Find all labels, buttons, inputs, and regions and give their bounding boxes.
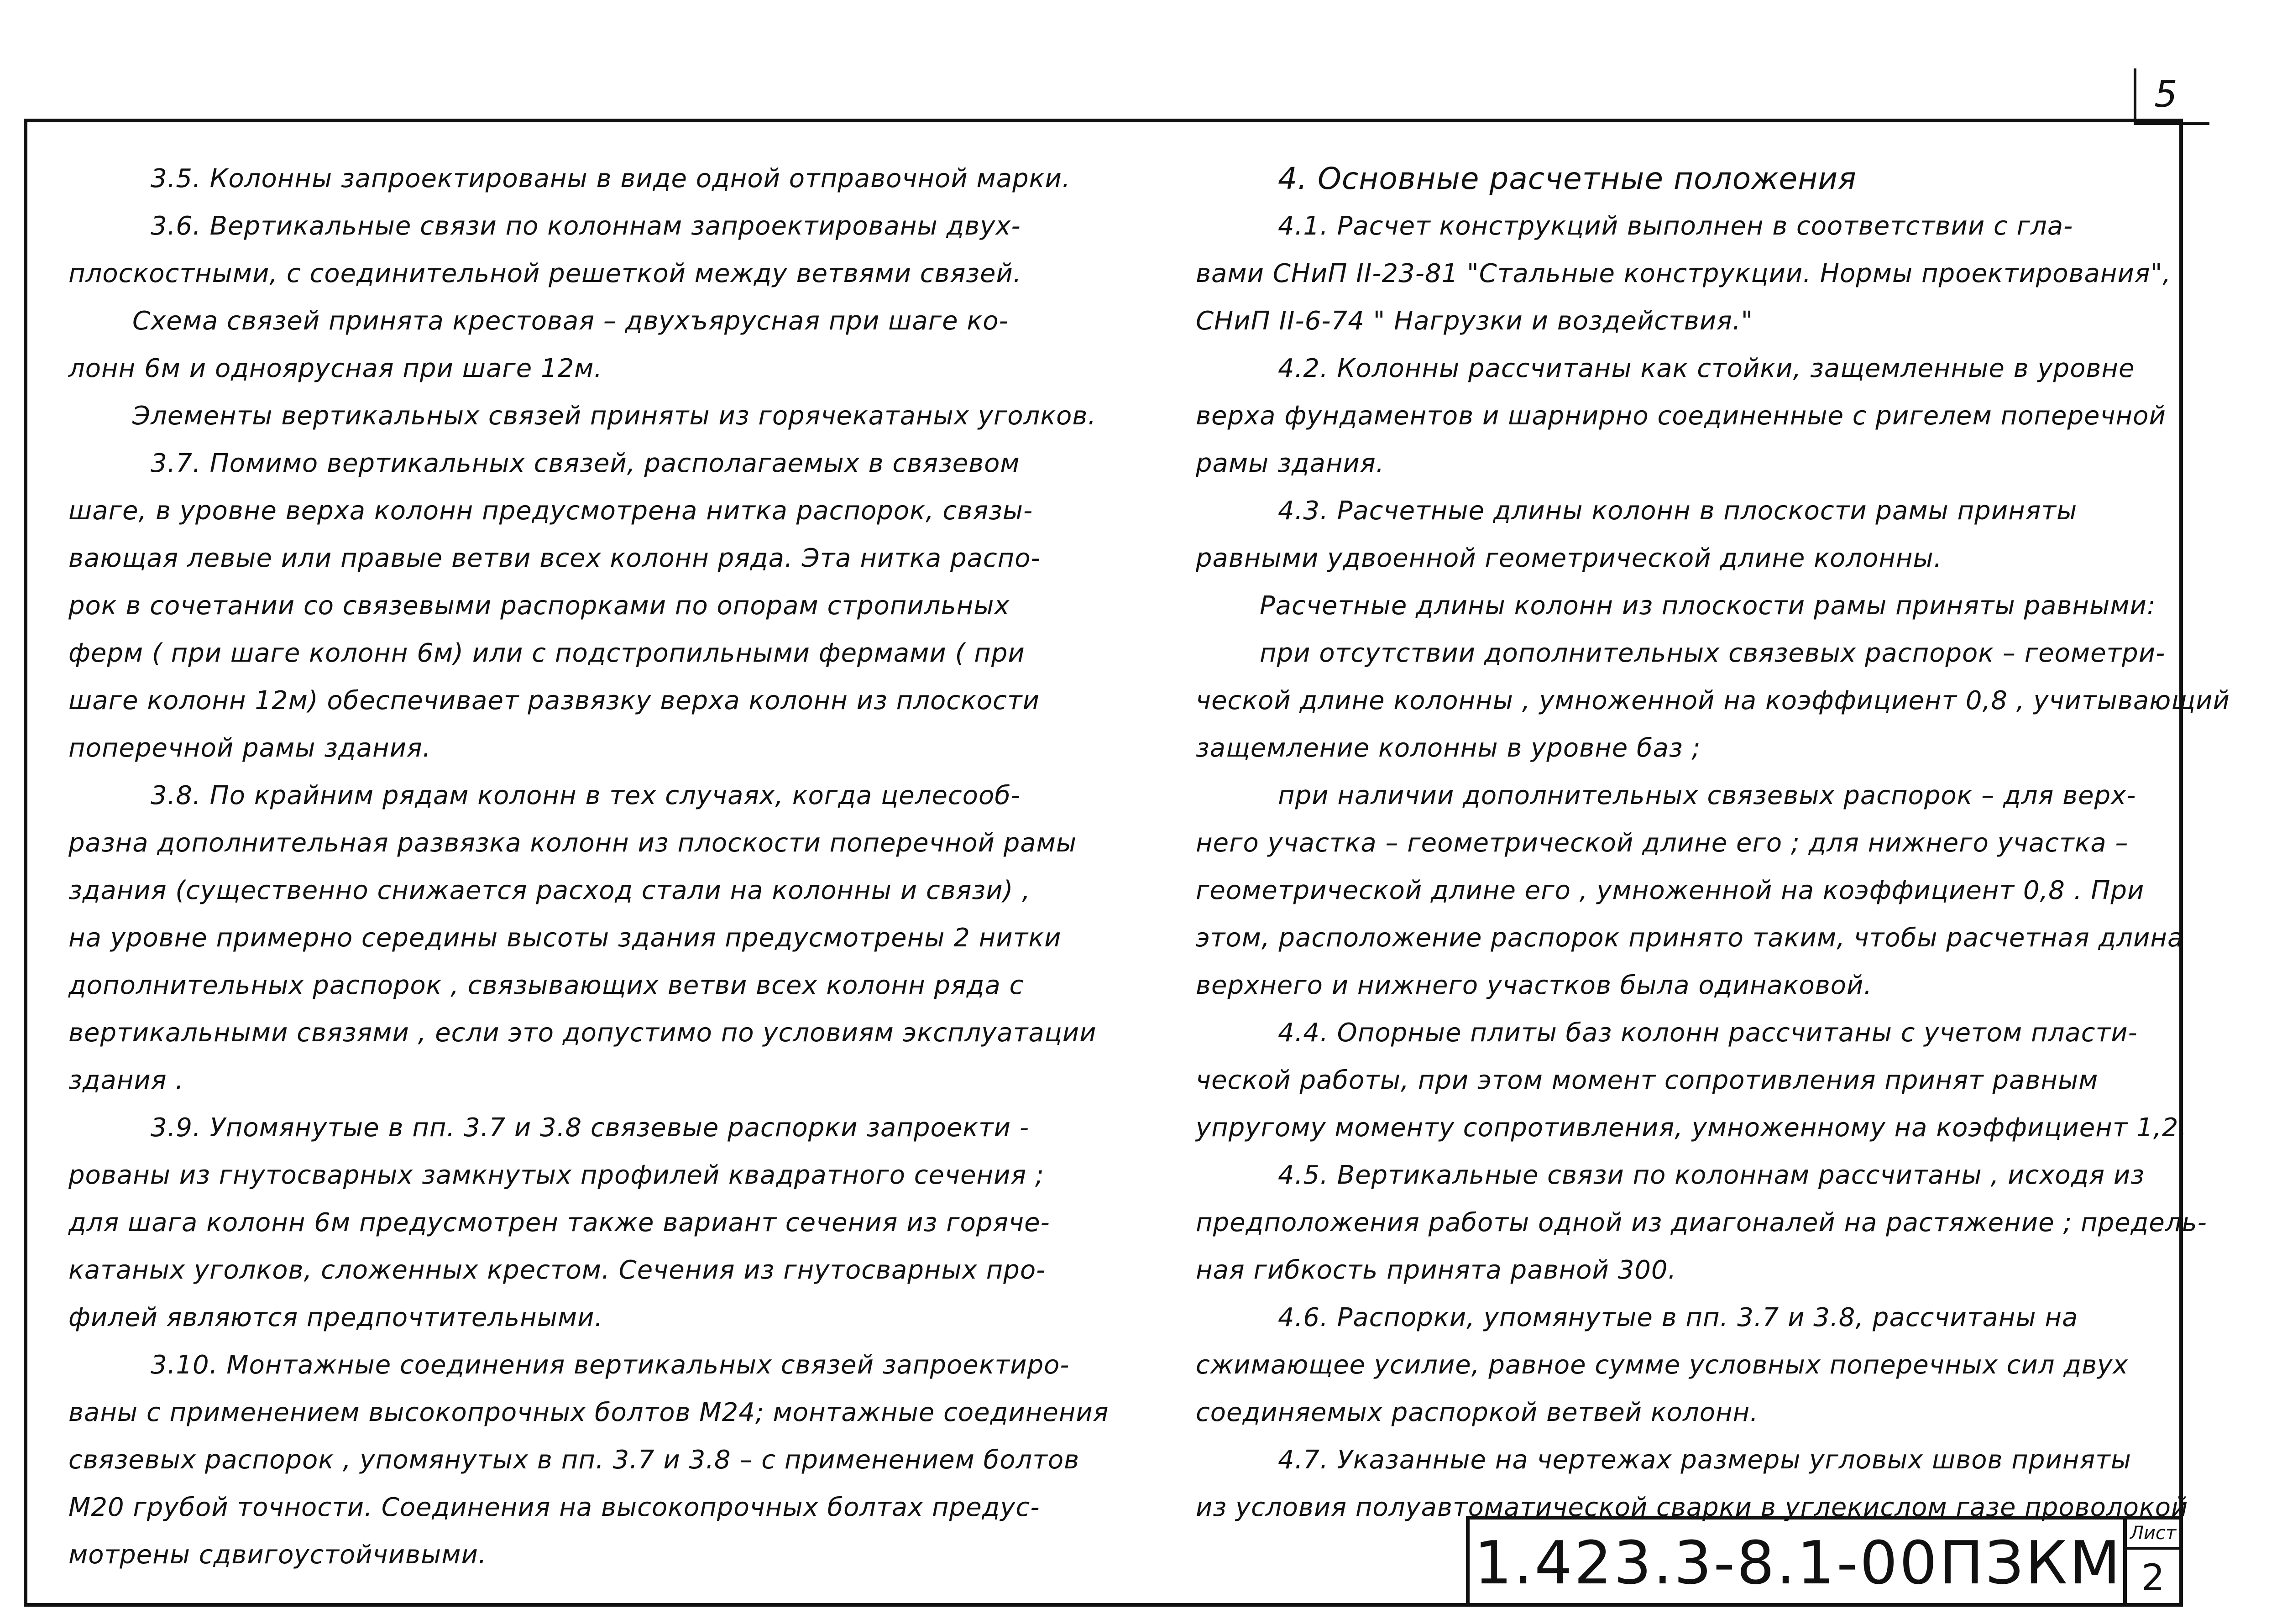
text-line: этом, расположение распорок принято таким, чтобы расчетная длина — [1196, 923, 2184, 953]
text-line: ферм ( при шаге колонн 6м) или с подстропильными фермами ( при — [68, 638, 1025, 668]
text-line: сжимающее усилие, равное сумме условных поперечных сил двух — [1196, 1350, 2129, 1380]
text-line: 4.3. Расчетные длины колонн в плоскости рамы приняты — [1278, 496, 2078, 526]
text-line: него участка – геометрической длине его ; для нижнего участка – — [1196, 828, 2129, 858]
text-line: 3.9. Упомянутые в пп. 3.7 и 3.8 связевые распорки запроекти - — [151, 1113, 1030, 1143]
text-line: соединяемых распоркой ветвей колонн. — [1196, 1398, 1759, 1427]
text-line: ваны с применением высокопрочных болтов М24; монтажные соединения — [68, 1398, 1109, 1427]
text-line: Расчетные длины колонн из плоскости рамы приняты равными: — [1260, 591, 2156, 621]
text-line: упругому моменту сопротивления, умноженному на коэффициент 1,2. — [1196, 1113, 2188, 1143]
text-line: шаге, в уровне верха колонн предусмотрена нитка распорок, связы- — [68, 496, 1033, 526]
document-code-stamp — [1466, 1516, 2127, 1606]
document-code: 1.423.3-8.1-00ПЗКМ — [1474, 1528, 2122, 1598]
text-line: катаных уголков, сложенных крестом. Сечения из гнутосварных про- — [68, 1255, 1046, 1285]
text-line: 4.2. Колонны рассчитаны как стойки, защемленные в уровне — [1278, 354, 2135, 383]
text-line: филей являются предпочтительными. — [68, 1303, 603, 1332]
text-line: 4.6. Распорки, упомянутые в пп. 3.7 и 3.8, рассчитаны на — [1278, 1303, 2078, 1332]
text-line: для шага колонн 6м предусмотрен также вариант сечения из горяче- — [68, 1208, 1050, 1238]
text-line: Схема связей принята крестовая – двухъярусная при шаге ко- — [132, 306, 1009, 336]
sheet-box — [2123, 1516, 2179, 1606]
text-line: при наличии дополнительных связевых распорок – для верх- — [1278, 781, 2136, 810]
text-line: шаге колонн 12м) обеспечивает развязку верха колонн из плоскости — [68, 686, 1040, 715]
text-line: 3.7. Помимо вертикальных связей, располагаемых в связевом — [151, 449, 1020, 478]
text-line: рованы из гнутосварных замкнутых профилей квадратного сечения ; — [68, 1160, 1044, 1190]
text-line: верхнего и нижнего участков была одинаковой. — [1196, 971, 1873, 1000]
text-line: разна дополнительная развязка колонн из плоскости поперечной рамы — [68, 828, 1077, 858]
text-line: плоскостными, с соединительной решеткой между ветвями связей. — [68, 259, 1022, 288]
text-line: 3.10. Монтажные соединения вертикальных связей запроектиро- — [151, 1350, 1070, 1380]
text-line: Элементы вертикальных связей приняты из горячекатаных уголков. — [132, 401, 1097, 431]
text-line: ческой длине колонны , умноженной на коэффициент 0,8 , учитывающий — [1196, 686, 2230, 715]
right-column — [1196, 155, 2230, 1531]
text-line: защемление колонны в уровне баз ; — [1196, 733, 1701, 763]
text-line: мотрены сдвигоустойчивыми. — [68, 1540, 487, 1570]
text-line: 4. Основные расчетные положения — [1278, 161, 1857, 196]
text-line: дополнительных распорок , связывающих ветви всех колонн ряда с — [68, 971, 1024, 1000]
text-line: рок в сочетании со связевыми распорками по опорам стропильных — [68, 591, 1010, 621]
sheet-label: Лист — [2127, 1520, 2179, 1550]
text-line: 3.6. Вертикальные связи по колоннам запроектированы двух- — [151, 211, 1021, 241]
left-column — [68, 155, 1109, 1579]
text-line: связевых распорок , упомянутых в пп. 3.7 и 3.8 – с применением болтов — [68, 1445, 1080, 1475]
text-line: рамы здания. — [1196, 449, 1385, 478]
text-line: предположения работы одной из диагоналей на растяжение ; предель- — [1196, 1208, 2207, 1238]
text-line: СНиП II-6-74 " Нагрузки и воздействия." — [1196, 306, 1753, 336]
text-line: 3.5. Колонны запроектированы в виде одной отправочной марки. — [151, 164, 1071, 193]
text-line: здания . — [68, 1065, 184, 1095]
page-number: 5 — [2154, 73, 2177, 115]
text-line: из условия полуавтоматической сварки в углекислом газе проволокой — [1196, 1493, 2188, 1522]
text-line: 3.8. По крайним рядам колонн в тех случаях, когда целесооб- — [151, 781, 1021, 810]
text-line: 4.7. Указанные на чертежах размеры угловых швов приняты — [1278, 1445, 2131, 1475]
text-line: 4.1. Расчет конструкций выполнен в соответствии с гла- — [1278, 211, 2073, 241]
text-line: 4.4. Опорные плиты баз колонн рассчитаны с учетом пласти- — [1278, 1018, 2138, 1048]
text-line: здания (существенно снижается расход стали на колонны и связи) , — [68, 876, 1031, 905]
text-line: вающая левые или правые ветви всех колонн ряда. Эта нитка распо- — [68, 543, 1041, 573]
text-line: на уровне примерно середины высоты здания предусмотрены 2 нитки — [68, 923, 1062, 953]
text-line: при отсутствии дополнительных связевых распорок – геометри- — [1260, 638, 2166, 668]
text-line: вертикальными связями , если это допустимо по условиям эксплуатации — [68, 1018, 1097, 1048]
text-line: М20 грубой точности. Соединения на высокопрочных болтах предус- — [68, 1493, 1040, 1522]
text-line: 4.5. Вертикальные связи по колоннам рассчитаны , исходя из — [1278, 1160, 2145, 1190]
text-line: верха фундаментов и шарнирно соединенные с ригелем поперечной — [1196, 401, 2166, 431]
text-line: вами СНиП II-23-81 "Стальные конструкции. Нормы проектирования", — [1196, 259, 2172, 288]
text-line: равными удвоенной геометрической длине колонны. — [1196, 543, 1942, 573]
text-line: лонн 6м и одноярусная при шаге 12м. — [68, 354, 603, 383]
text-line: ческой работы, при этом момент сопротивления принят равным — [1196, 1065, 2099, 1095]
text-line: поперечной рамы здания. — [68, 733, 431, 763]
text-line: геометрической длине его , умноженной на коэффициент 0,8 . При — [1196, 876, 2145, 905]
text-line: ная гибкость принята равной 300. — [1196, 1255, 1677, 1285]
sheet-number: 2 — [2141, 1556, 2165, 1599]
